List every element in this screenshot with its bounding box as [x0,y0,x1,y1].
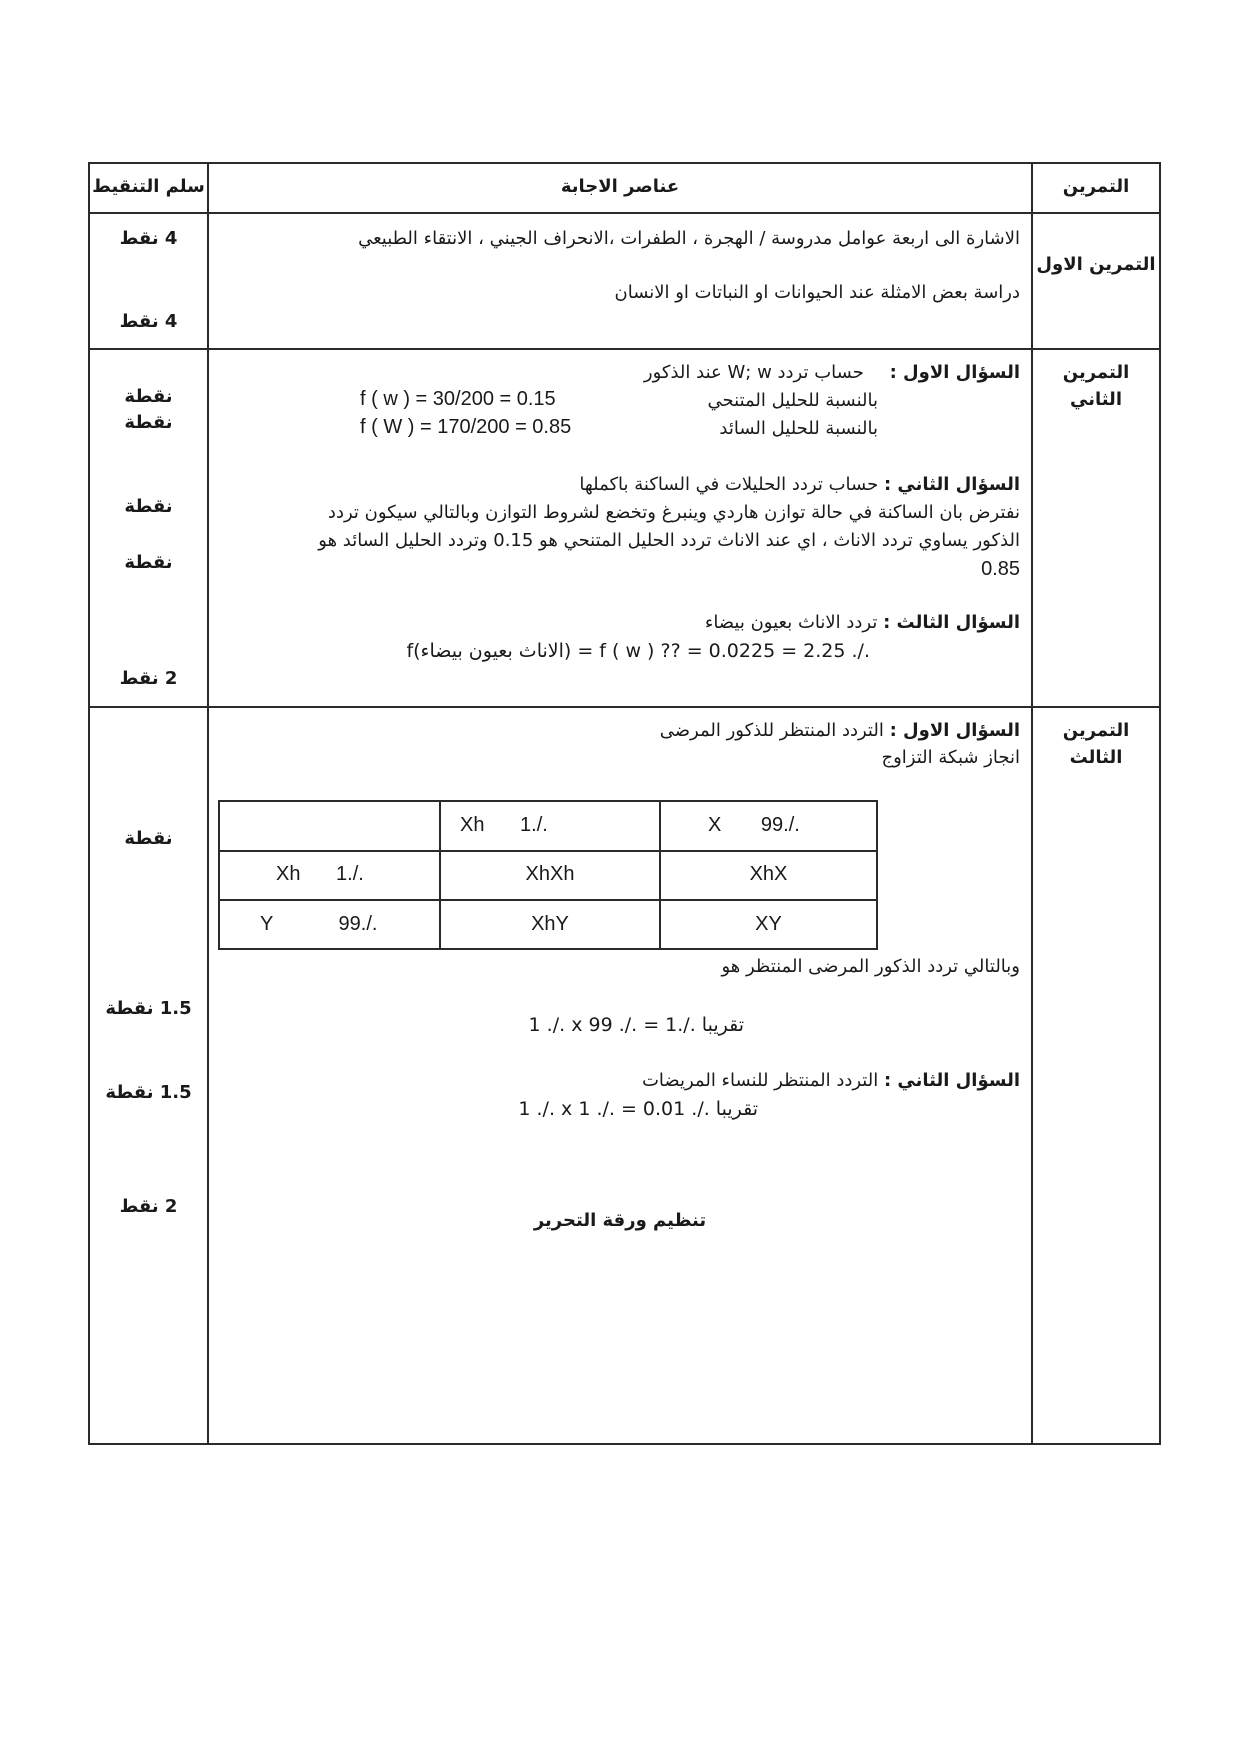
ex3-title-line1: التمرين [1062,720,1130,741]
ex2-q2-text: حساب تردد الحليلات في الساكنة باكملها [579,474,879,495]
ex3-q2 [642,1070,1020,1091]
punnett-row1-cell1: XhXh [525,863,575,885]
ex2-q2-line2: نفترض بان الساكنة في حالة توازن هاردي وينبرغ وتخضع لشروط التوازن وبالتالي سيكون تردد [327,502,1020,523]
header-exercise: التمرين [1062,176,1130,197]
ex2-q1 [644,362,1020,383]
header-answer: عناصر الاجابة [560,176,680,197]
ex2-q3-text: تردد الاناث بعيون بيضاء [704,612,878,633]
table-border-top [88,162,1161,164]
punnett-row2-cell2: XY [755,913,782,935]
table-divider-score [207,162,209,1445]
ex3-q1-line2: انجاز شبكة التزاوج [881,747,1020,768]
punnett-hline-1 [220,850,876,852]
ex2-q1-text: حساب تردد W; w عند الذكور [643,362,864,383]
punnett-square [218,800,878,950]
ex3-q1-label: السؤال الاول : [889,720,1020,741]
punnett-hline-2 [220,899,876,901]
ex2-q2-line3: الذكور يساوي تردد الاناث ، اي عند الاناث تردد الحليل المتنحي هو 0.15 وتردد الحليل السائد هو [318,530,1020,551]
ex2-q1-r2-eq: f ( W ) = 170/200 = 0.85 [360,416,572,438]
punnett-row1-cell2: XhX [749,863,788,885]
ex3-organization: تنظيم ورقة التحرير [533,1210,707,1231]
ex3-q1-text: التردد المنتظر للذكور المرضى [659,720,884,741]
table-border-bottom [88,1443,1161,1445]
ex3-score4: 2 نقط [119,1196,178,1217]
ex2-q3-eq: f(الاناث بعيون بيضاء) = f ( w ) ?? = 0.0225 = 2.25 ./. [406,640,870,662]
punnett-header-3: X 99./. [708,814,800,836]
ex1-score1: 4 نقط [119,228,178,249]
ex3-calc1: 1 ./. x 99 ./. = 1./. تقريبا [528,1014,744,1036]
ex3-calc2: 1 ./. x 1 ./. = 0.01 ./. تقريبا [518,1098,758,1120]
ex1-title: التمرين الاول [1036,254,1156,275]
punnett-row1-label: Xh 1./. [276,863,364,885]
ex3-score2: 1.5 نقطة [105,998,192,1019]
ex2-score3: نقطة [124,496,173,517]
ex3-conclusion: وبالتالي تردد الذكور المرضى المنتظر هو [721,956,1020,977]
row-divider-ex1 [88,348,1161,350]
row-divider-header [88,212,1161,214]
ex2-score2: نقطة [124,412,173,433]
ex2-q1-r1-label: بالنسبة للحليل المتنحي [707,390,878,411]
punnett-row2-label: Y 99./. [260,913,378,935]
ex2-q1-r2-label: بالنسبة للحليل السائد [719,418,878,439]
ex3-title-line2: الثالث [1069,747,1123,768]
ex1-line2: دراسة بعض الامثلة عند الحيوانات او النباتات او الانسان [614,282,1020,303]
ex2-score4: نقطة [124,552,173,573]
ex3-q1 [660,720,1020,741]
ex3-q2-label: السؤال الثاني : [883,1070,1020,1091]
ex1-line1: الاشارة الى اربعة عوامل مدروسة / الهجرة ، الطفرات ،الانحراف الجيني ، الانتقاء الطبيعي [358,228,1020,249]
ex2-score5: 2 نقط [119,668,178,689]
ex3-score3: 1.5 نقطة [105,1082,192,1103]
table-border-left [88,162,90,1445]
ex2-title-line2: الثاني [1069,389,1122,410]
ex2-q3-label: السؤال الثالث : [883,612,1020,633]
table-divider-exercise [1031,162,1033,1445]
ex2-q2 [579,474,1020,495]
row-divider-ex2 [88,706,1161,708]
header-score: سلم التنقيط [92,176,205,197]
ex1-score2: 4 نقط [119,311,178,332]
ex2-q2-label: السؤال الثاني : [883,474,1020,495]
ex2-score1: نقطة [124,386,173,407]
ex3-q2-text: التردد المنتظر للنساء المريضات [641,1070,879,1091]
ex2-q3 [705,612,1020,633]
ex2-q1-r1-eq: f ( w ) = 30/200 = 0.15 [360,388,556,410]
ex3-score1: نقطة [124,828,173,849]
ex2-title-line1: التمرين [1062,362,1130,383]
ex2-q1-label: السؤال الاول : [889,362,1020,383]
punnett-header-2: Xh 1./. [460,814,548,836]
table-border-right [1159,162,1161,1445]
punnett-row2-cell1: XhY [531,913,569,935]
ex2-q2-line4: 0.85 [981,558,1020,580]
